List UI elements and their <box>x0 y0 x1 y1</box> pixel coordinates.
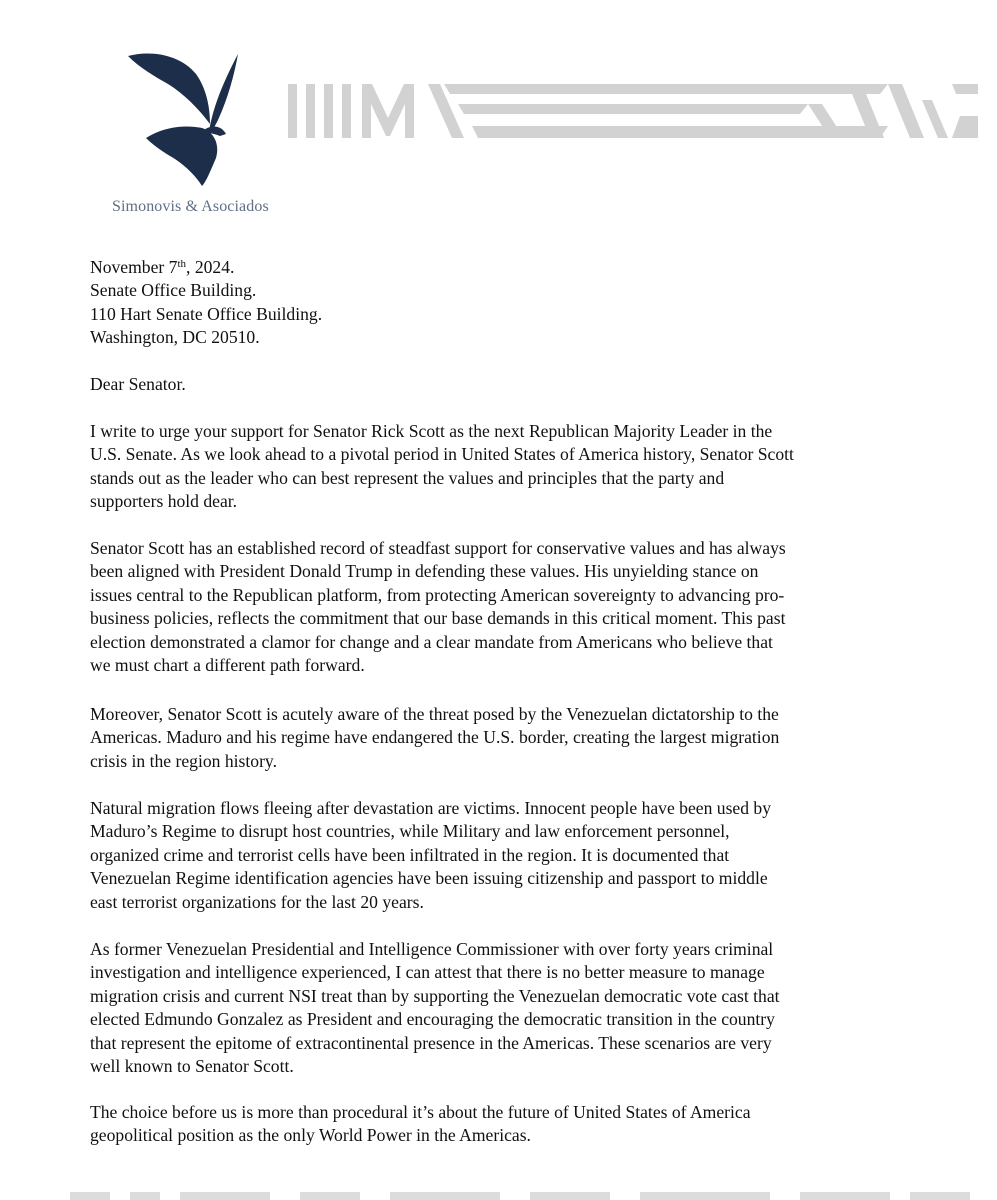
address-block <box>90 256 970 350</box>
footer-banner-graphic <box>60 1188 980 1200</box>
body-paragraph: As former Venezuelan Presidential and Intelligence Commissioner with over forty years criminal investigation and intelligence experienced, I can attest that there is no better measure to manage migration crisis and current NSI treat than by supporting the Venezuelan democratic vote cast that elected Edmundo Gonzalez as President and encouraging the democratic transition in the country that represent the epitome of extracontinental presence in the Americas. These scenarios are very well known to Senator Scott. <box>90 939 780 1077</box>
address-line: Senate Office Building. <box>90 280 257 301</box>
firm-name: Simonovis & Asociados <box>112 198 269 215</box>
body-paragraph: Senator Scott has an established record of steadfast support for conservative values and has always been aligned with President Donald Trump in defending these values. His unyielding stance on issues central to the Republican platform, from protecting American sovereignty to advancing pro- business policies, reflects the commitment that our base demands in this critical moment. This past election demonstrated a clamor for change and a clear mandate from Americans who believe that we must chart a different path forward. <box>90 538 786 676</box>
eagle-logo-icon <box>110 48 270 188</box>
body-paragraph: Moreover, Senator Scott is acutely aware of the threat posed by the Venezuelan dictatorship to the Americas. Maduro and his regime have endangered the U.S. border, creating the largest migration crisis in the region history. <box>90 704 780 771</box>
body-paragraph: Natural migration flows fleeing after devastation are victims. Innocent people have been used by Maduro’s Regime to disrupt host countries, while Military and law enforcement personnel, organized crime and terrorist cells have been infiltrated in the region. It is documented that Venezuelan Regime identification agencies have been issuing citizenship and passport to middle east terrorist organizations for the last 20 years. <box>90 798 772 912</box>
address-line: 110 Hart Senate Office Building. <box>90 303 323 324</box>
body-paragraph: The choice before us is more than procedural it’s about the future of United States of America geopolitical position as the only World Power in the Americas. <box>90 1102 751 1146</box>
letterhead-banner-graphic <box>288 80 978 142</box>
address-line: Washington, DC 20510. <box>90 327 260 348</box>
body-paragraph: I write to urge your support for Senator Rick Scott as the next Republican Majority Leader in the U.S. Senate. As we look ahead to a pivotal period in United States of America history, Senator Scott stands out as the leader who can best represent the values and principles that the party and supporters hold dear. <box>90 421 794 512</box>
letter-date: November 7th, 2024. <box>90 257 235 277</box>
salutation: Dear Senator. <box>90 374 186 394</box>
